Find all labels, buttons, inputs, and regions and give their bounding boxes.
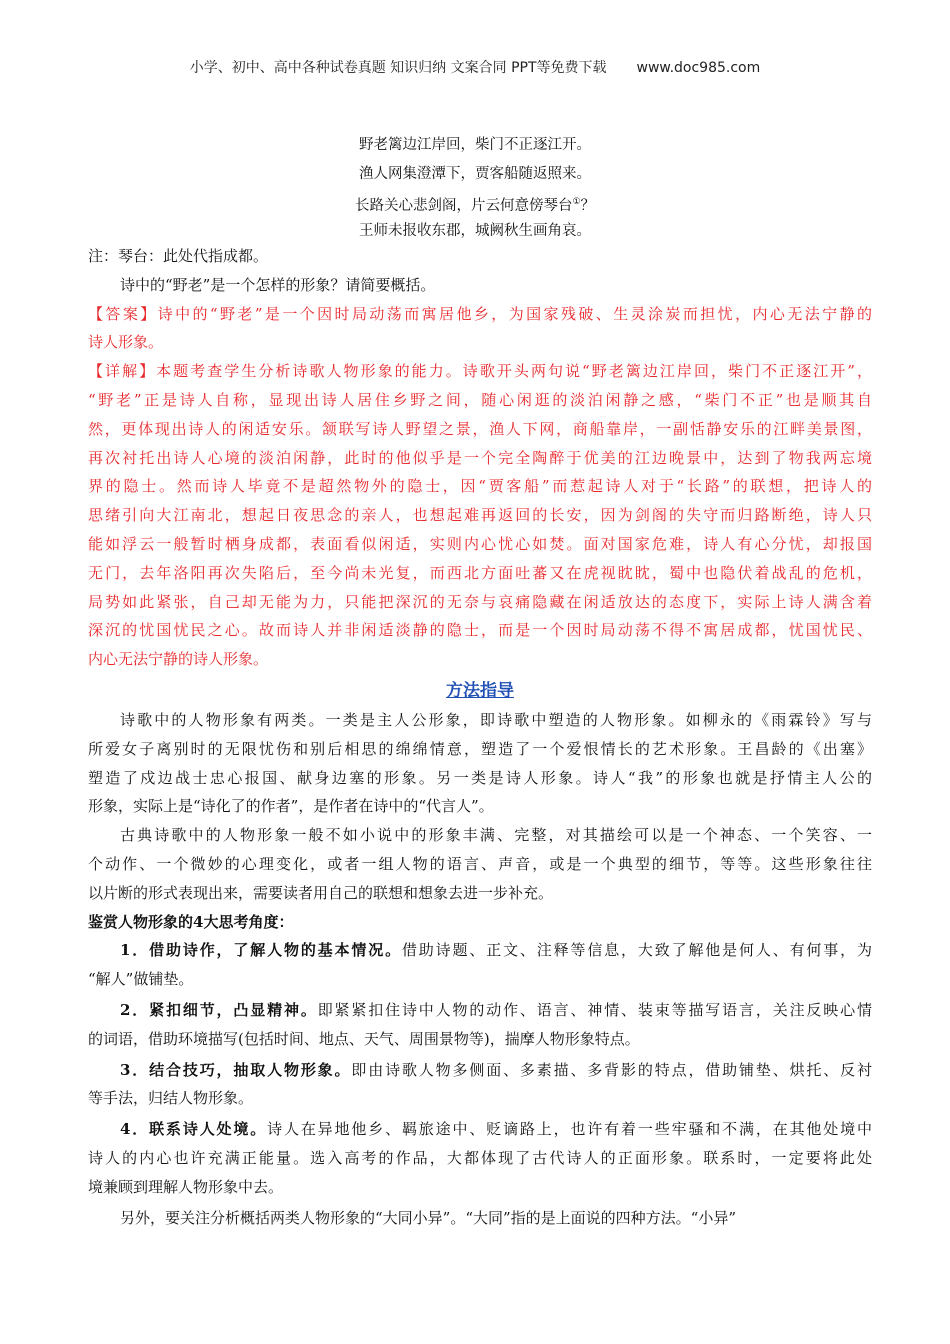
method-item-text: 即由诗歌人物多侧面、多素描、多背影的特点，借助铺垫、烘托、反衬 xyxy=(351,1060,872,1079)
paragraph-line: 内心无法宁静的诗人形象。 xyxy=(88,650,269,669)
method-item-line: 境兼顾到理解人物形象中去。 xyxy=(88,1177,284,1196)
paragraph-line: 古典诗歌中的人物形象一般不如小说中的形象丰满、完整，对其描绘可以是一个神态、一个笑容、一 xyxy=(120,826,872,845)
paragraph-line: 形象，实际上是“诗化了的作者”，是作者在诗中的“代言人”。 xyxy=(88,797,494,816)
method-item xyxy=(88,996,872,1054)
method-item-line: “解人”做铺垫。 xyxy=(88,970,194,989)
paragraph-line: 无门，去年洛阳再次失陷后，至今尚未光复，而西北方面吐蕃又在虎视眈眈，蜀中也隐伏着战乱的危机， xyxy=(88,563,872,582)
paragraph-line: 【答案】诗中的“野老”是一个因时局动荡而寓居他乡，为国家残破、生灵涂炭而担忧，内心无法宁静的 xyxy=(88,304,872,323)
method-item-line xyxy=(88,936,872,965)
answer-paragraph xyxy=(88,300,872,358)
explanation-paragraph xyxy=(88,357,872,674)
method-item-text: 诗人在异地他乡、羁旅途中、贬谪路上，也许有着一些牢骚和不满，在其他处境中 xyxy=(267,1120,872,1139)
poem-line-end: ？ xyxy=(580,197,596,214)
method-paragraph-3 xyxy=(88,1204,872,1233)
method-item-title: 2．紧扣细节，凸显精神。 xyxy=(120,1000,318,1019)
paragraph-line: 【详解】本题考查学生分析诗歌人物形象的能力。诗歌开头两句说“野老篱边江岸回，柴门不正逐江开”， xyxy=(88,362,872,381)
poem-line-text: 长路关心悲剑阁，片云何意傍琴台 xyxy=(354,197,573,214)
method-item xyxy=(88,1056,872,1114)
method-paragraph-1 xyxy=(88,706,872,821)
paragraph-line: 再次衬托出诗人心境的淡泊闲静，此时的他似乎是一个完全陶醉于优美的江边晚景中，达到了物我两忘境 xyxy=(88,448,872,467)
method-item-title: 4．联系诗人处境。 xyxy=(120,1120,268,1139)
poem xyxy=(0,131,950,245)
method-item-line xyxy=(88,996,872,1025)
method-item xyxy=(88,1115,872,1201)
paragraph-line: 局势如此紧张，自己却无能为力，只能把深沉的无奈与哀痛隐藏在闲适放达的态度下，实际上诗人满含着 xyxy=(88,592,872,611)
method-item-text: 借助诗题、正文、注释等信息，大致了解他是何人、有何事，为 xyxy=(401,941,872,960)
paragraph-line: 深沉的忧国忧民之心。故而诗人并非闲适淡静的隐士，而是一个因时局动荡不得不寓居成都，忧国忧民、 xyxy=(88,621,872,640)
method-paragraph-2 xyxy=(88,821,872,907)
paragraph-line: 所爱女子离别时的无限忧伤和别后相思的绵绵情意，塑造了一个爱恨情长的艺术形象。王昌龄的《出塞》 xyxy=(88,739,872,758)
method-item-title: 3．结合技巧，抽取人物形象。 xyxy=(120,1060,352,1079)
paragraph-line: 诗人形象。 xyxy=(88,333,164,352)
paragraph-line: 能如浮云一般暂时栖身成都，表面看似闲适，实则内心忧心如焚。面对国家危难，诗人有心分忧，却报国 xyxy=(88,534,872,553)
note: 注：琴台：此处代指成都。 xyxy=(88,247,269,265)
method-subheading: 鉴赏人物形象的4大思考角度： xyxy=(88,912,294,931)
paragraph-line: 个动作、一个微妙的心理变化，或者一组人物的语言、声音，或是一个典型的细节，等等。这些形象往往 xyxy=(88,854,872,873)
method-items xyxy=(88,936,872,1201)
method-item-line: 等手法，归结人物形象。 xyxy=(88,1089,254,1108)
method-item-text: 即紧紧扣住诗中人物的动作、语言、神情、装束等描写语言，关注反映心情 xyxy=(317,1000,872,1019)
method-item-title: 1．借助诗作，了解人物的基本情况。 xyxy=(120,941,402,960)
method-item xyxy=(88,936,872,994)
paragraph-line: 另外，要关注分析概括两类人物形象的“大同小异”。“大同”指的是上面说的四种方法。“小异” xyxy=(120,1208,737,1227)
paragraph-line: 思绪引向大江南北，想起日夜思念的亲人，也想起难再返回的长安，因为剑阁的失守而归路断绝，诗人只 xyxy=(88,506,872,525)
header-url[interactable]: www.doc985.com xyxy=(636,60,761,76)
paragraph-line: 以片断的形式表现出来，需要读者用自己的联想和想象去进一步补充。 xyxy=(88,883,554,902)
poem-line xyxy=(0,188,950,217)
page-header xyxy=(0,57,950,77)
method-item-line: 诗人的内心也许充满正能量。选入高考的作品，大都体现了古代诗人的正面形象。联系时，一定要将此处 xyxy=(88,1148,872,1167)
paragraph-line: 诗歌中的人物形象有两类。一类是主人公形象，即诗歌中塑造的人物形象。如柳永的《雨霖铃》写与 xyxy=(120,710,872,729)
paragraph-line: 然，更体现出诗人的闲适安乐。颔联写诗人野望之景，渔人下网，商船靠岸，一副恬静安乐的江畔美景图， xyxy=(88,419,872,438)
poem-line: 渔人网集澄潭下，贾客船随返照来。 xyxy=(359,165,591,182)
method-heading: 方法指导 xyxy=(446,680,514,701)
method-item-line xyxy=(88,1056,872,1085)
paragraph-line: “野老”正是诗人自称，显现出诗人居住乡野之间，随心闲逛的淡泊闲静之感，“柴门不正”也是顺其自 xyxy=(88,390,872,409)
method-item-line: 的词语，借助环境描写(包括时间、地点、天气、周围景物等)，揣摩人物形象特点。 xyxy=(88,1029,640,1048)
header-text: 小学、初中、高中各种试卷真题 知识归纳 文案合同 PPT等免费下载 xyxy=(189,60,607,76)
poem-line: 野老篱边江岸回，柴门不正逐江开。 xyxy=(359,137,591,153)
method-item-line xyxy=(88,1115,872,1144)
document-body xyxy=(88,242,872,1232)
paragraph-line: 界的隐士。然而诗人毕竟不是超然物外的隐士，因“贾客船”而惹起诗人对于“长路”的联想，把诗人的 xyxy=(88,477,872,496)
poem-line: 王师未报收东郡，城阙秋生画角哀。 xyxy=(359,222,591,239)
paragraph-line: 塑造了戍边战士忠心报国、献身边塞的形象。另一类是诗人形象。诗人“我”的形象也就是抒情主人公的 xyxy=(88,768,872,787)
question: 诗中的“野老”是一个怎样的形象？请简要概括。 xyxy=(120,275,436,294)
footnote-mark: ① xyxy=(572,197,581,207)
